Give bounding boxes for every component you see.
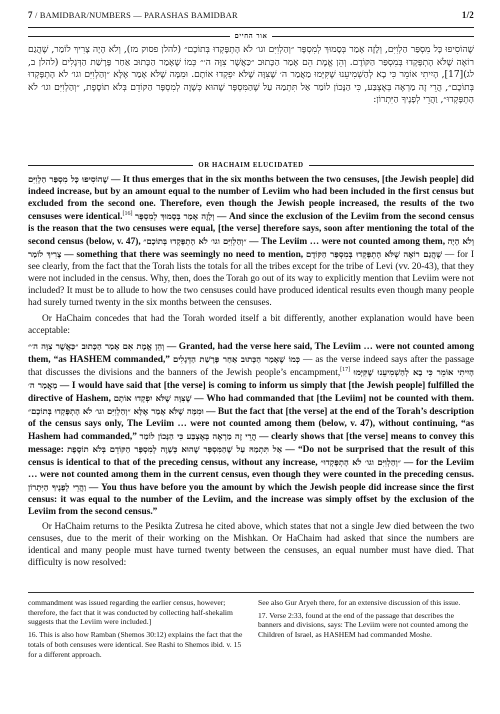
english-text: — It thus emerges that in the six months between the two censuses, [the Jewish people] did indeed increase, but by an amount equal to the number of Leviim who had been included in the first census but excluded from the second one. Therefore, even though the Jewish people increased, the results of the two censuses were identical.: [28, 175, 474, 223]
english-text: — You thus have before you the amount by which the Jewish people did increase since the first census: it was equal to the number of the Leviim, and the increase was simply offset by the exclusion of the Leviim from the second census.”: [28, 483, 474, 518]
paragraph-3: [28, 340, 474, 519]
hebrew-phrase: וְהֵן אֱמֶת אִם אָמַר הַכָּתוּב ״כַּאֲשֶׁר צִוָּה ה׳״: [28, 340, 165, 351]
hebrew-phrase: ״וְהַלְוִיִּם וגו׳ לֹא הָתְפָּקְדוּ בְּתוֹכָם״: [143, 236, 247, 247]
hebrew-text: שֶׁהוֹסִיפוּ כָּל מִסְפַּר הַלְוִיִּם, וְלָזֶה אָמַר בְּסָמוּךְ לְמִסְפָּר ״וְהַלְוִיִּם וגו׳ לֹא הָתְפָּקְדוּ בְּתוֹכָם״ (להלן פסוק מז), וְלֹא הָיָה צָרִיךְ לוֹמַר, שֶׁהֲגַם רוֹאֶה שֶׁלֹּא הָתְפָּקְדוּ בְּמִסְפַּר הַקּוֹדֶם. וְהֵן אֱמֶת הֵם אָמַר הַכָּתוּב ״כַּאֲשֶׁר צִוָּה ה׳״ כְּמוֹ שֶׁאָמַר הַכָּתוּב אַחַר פָּרָשַׁת הַדְּגָלִים (להלן ב, לג)[17], הָיִיתִי אוֹמֵר כִּי בָא לְהַשְׁמִיעֵנוּ שֶׁקִּיְּמוּ מַאֲמַר ה׳ שֶׁצִּוָּה שֶׁלֹּא יִפְקְדוּ אוֹתָם. וּמִמָּה שֶׁלֹּא אָמַר אֶלָּא ״וְהַלְוִיִּם וגו׳ לֹא הָתְפָּקְדוּ בְּתוֹכָם״, הֲרֵי זֶה מַרְאֶה בְּאֶצְבַּע, כִּי הַנָּכוֹן לוֹמַר אַל תִּתְמַהּ עַל שֶׁהַמִּסְפָּר שֶׁהוּא כְּשָׁוֶה לְמִסְפָּר הַקּוֹדֵם בְּלֹא תוֹסֶפֶת, ״וְהַלְוִיִּם וגו׳ לֹא הָתְפָּקְדוּ״, וַהֲרֵי לְפָנֶיךָ הַיִּתְרוֹן:: [28, 45, 474, 106]
paragraph-2: Or HaChaim concedes that had the Torah worded itself a bit differently, another explanation would have been acceptable:: [28, 313, 474, 336]
header-rule: [28, 27, 474, 28]
hebrew-phrase: וַהֲרֵי לְפָנֶיךָ הַיִּתְרוֹן: [28, 482, 87, 493]
page-fraction: 1/2: [461, 10, 474, 20]
english-text: — And since the exclusion of the Leviim from the second census is the reason that the two censuses were equal, [the verse] therefore says, soon after mentioning the total of the second census (below, v. 47),: [28, 212, 474, 248]
page-number: 7: [28, 10, 33, 20]
english-text: — as the verse indeed says after the passage that discusses the divisions and the banners of the Jewish people’s encampment,: [28, 354, 474, 378]
english-text: — for the Leviim … were not counted among them in the current census, even though they were counted in the preceding census.: [28, 458, 474, 481]
hebrew-phrase: אַל תִּתְמַהּ עַל שֶׁהַמִּסְפָּר שֶׁהוּא כְּשָׁוֶה לְמִסְפָּר הַקּוֹדֵם בְּלֹא תוֹסֶפֶת: [67, 443, 283, 454]
footnote-17: 17. Verse 2:33, found at the end of the passage that describes the banners and divisions, says: The Leviim were not counted among the Children of Israel, as HASHEM had commanded Moshe.: [258, 610, 469, 640]
footnote-16: 16. This is also how Ramban (Shemos 30:12) explains the fact that the totals of both censuses were identical. See Rashi to Shemos ibid. v. 15 for a different approach.: [28, 630, 243, 659]
elucidation-body: [28, 173, 474, 572]
english-text: — Who had commanded that [the Leviim] not be counted with them.: [191, 393, 474, 404]
ohr-label: אור החיים: [234, 32, 268, 40]
divider-line: [28, 36, 230, 37]
footnotes: [28, 598, 474, 662]
footnote-ref: [17]: [340, 366, 351, 373]
running-head: [28, 10, 238, 20]
english-text: — Granted, had the verse here said, The Leviim … were not counted among them, “as HASHEM commanded,”: [28, 341, 474, 365]
english-text: — for I see clearly, from the fact that the Torah lists the totals for all the tribes except for the tribe of Levi (vv. 20-43), that they were not included in the census. Why, then, does the Torah go out of its way to explicitly mention that Leviim were not included? It must be to allude to how the two censuses could have produced identical results even though many people had surely turned twenty in the six months between the censuses.: [28, 250, 474, 309]
paragraph-4: Or HaChaim returns to the Pesikta Zutresa he cited above, which states that not a single Jew died between the two censuses, due to the merit of their working on the Mishkan. Or HaChaim had asked that since the numbers are identical and many people must have turned twenty between the censuses, an equal number must have died. That difficulty is now resolved:: [28, 522, 474, 569]
hebrew-phrase: ״וְהַלְוִיִּם וגו׳ לֹא הָתְפָּקְדוּ״: [320, 457, 401, 468]
divider-line: [272, 36, 474, 37]
section-title: / BAMIDBAR/NUMBERS — PARASHAS BAMIDBAR: [32, 11, 238, 20]
hebrew-phrase: כְּמוֹ שֶׁאָמַר הַכָּתוּב אַחַר פָּרָשַׁת הַדְּגָלִים: [173, 353, 300, 364]
hebrew-phrase: וּמִמָּה שֶׁלֹּא אָמַר אֶלָּא ״וְהַלְוִיִּם וגו׳ לֹא הָתְפָּקְדוּ בְּתוֹכָם״: [28, 405, 204, 416]
english-text: — But the fact that [the verse] at the end of the Torah’s description of the census says only, The Leviim … were not counted among them (below, v. 47), without continuing, “as Hashem had commanded,”: [28, 406, 474, 442]
divider-line: [28, 165, 193, 166]
english-text: — The Leviim … were not counted among them,: [246, 237, 448, 248]
paragraph-1: [28, 173, 474, 310]
hebrew-phrase: וְלֹא הָיָה צָרִיךְ לוֹמַר: [28, 236, 474, 260]
hebrew-phrase: וְלָזֶה אָמַר בְּסָמוּךְ לְמִסְפָּר: [135, 211, 215, 222]
footnote-rule: [28, 592, 474, 593]
footnote-column-right: [258, 598, 474, 662]
elucidated-divider: [28, 160, 474, 170]
english-text: — I would have said that [the verse] is coming to inform us simply that [the Jewish people] fulfilled the directive of Hashem,: [28, 380, 474, 404]
footnote-text: See also Gur Aryeh there, for an extensive discussion of this issue.: [258, 598, 461, 607]
hebrew-phrase: שֶׁהוֹסִיפוּ כָּל מִסְפַּר הַלְוִיִּם: [28, 174, 109, 184]
hebrew-phrase: שֶׁהֲגַם רוֹאֶה שֶׁלֹּא הָתְפָּקְדוּ בְּמִסְפַּר הַקּוֹדֶם: [306, 249, 442, 260]
divider-line: [309, 165, 474, 166]
hebrew-phrase: הָיִיתִי אוֹמֵר כִּי בָא לְהַשְׁמִיעֵנוּ שֶׁקִּיְּמוּ מַאֲמַר ה׳: [28, 366, 474, 390]
english-text: — clearly shows that [the verse] means to convey this message:: [28, 431, 474, 455]
hebrew-phrase: הֲרֵי זֶה מַרְאֶה בְּאֶצְבַּע כִּי הַנָּכוֹן לוֹמַר: [139, 430, 257, 441]
footnote-text: commandment was issued regarding the earlier census, however; therefore, the fact that it was conducted by collecting half-shekalim suggests that the Leviim were included.]: [28, 598, 233, 627]
ohr-divider: [28, 31, 474, 41]
english-text: — something that there was seemingly no need to mention,: [61, 250, 307, 261]
elucidated-label: OR HACHAIM ELUCIDATED: [198, 161, 304, 169]
footnote-ref: [16]: [122, 211, 133, 218]
page-header: [28, 10, 474, 26]
hebrew-phrase: שֶׁצִּוָּה שֶׁלֹּא יִפְקְדוּ אוֹתָם: [113, 392, 192, 403]
footnote-column-left: [28, 598, 244, 662]
english-text: — “Do not be surprised that the result of this census is identical to that of the preceding census, without any increase,: [28, 444, 474, 469]
